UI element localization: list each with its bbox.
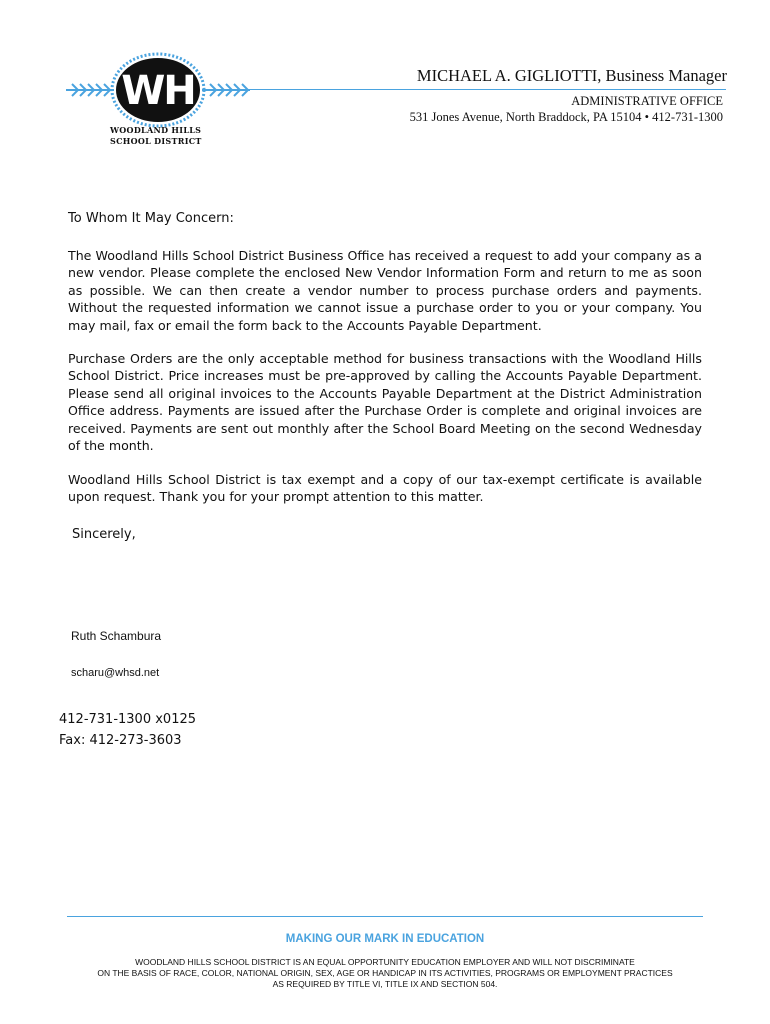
equal-opportunity-statement [0, 957, 770, 990]
header-rule [248, 89, 726, 90]
footer-rule [67, 916, 703, 917]
logo-letters: WH [121, 68, 195, 114]
left-arrow-icon [66, 84, 114, 96]
paragraph-tax-exempt: Woodland Hills School District is tax exempt and a copy of our tax-exempt certificate is available upon request. Thank you for your prompt attention to this matter. [68, 472, 702, 505]
school-name [110, 125, 202, 147]
footer-line2: ON THE BASIS OF RACE, COLOR, NATIONAL ORIGIN, SEX, AGE OR HANDICAP IN ITS ACTIVITIES, PROGRAMS OR EMPLOYMENT PRACTICES [97, 968, 673, 978]
footer-line1: WOODLAND HILLS SCHOOL DISTRICT IS AN EQUAL OPPORTUNITY EDUCATION EMPLOYER AND WILL NOT DISCRIMINATE [135, 957, 635, 967]
school-name-line2: SCHOOL DISTRICT [110, 136, 202, 146]
paragraph-vendor-request: The Woodland Hills School District Business Office has received a request to add your company as a new vendor. Please complete the enclosed New Vendor Information Form and return to me as soon as possible. We can then create a vendor number to process purchase orders and payments. Without the requested information we cannot issue a purchase order to you or your company. You may mail, fax or email the form back to the Accounts Payable Department. [68, 248, 702, 333]
office-address: 531 Jones Avenue, North Braddock, PA 15104 • 412-731-1300 [409, 110, 723, 124]
signer-email: scharu@whsd.net [71, 667, 160, 679]
school-name-line1: WOODLAND HILLS [110, 125, 202, 135]
paragraph-purchase-orders: Purchase Orders are the only acceptable method for business transactions with the Woodland Hills School District. Price increases must be pre-approved by calling the Accounts Payable Department. Please send all original invoices to the Accounts Payable Department at the District Administration Office address. Payments are issued after the Purchase Order is complete and original invoices are received. Payments are sent out monthly after the School Board Meeting on the second Wednesday of the month. [68, 351, 702, 454]
right-arrow-icon [202, 84, 250, 96]
signer-name: Ruth Schambura [71, 629, 162, 643]
signer-fax: Fax: 412-273-3603 [59, 733, 182, 748]
footer-motto: MAKING OUR MARK IN EDUCATION [285, 933, 485, 945]
administrative-office: ADMINISTRATIVE OFFICE [571, 94, 723, 108]
footer-line3: AS REQUIRED BY TITLE VI, TITLE IX AND SECTION 504. [272, 979, 498, 989]
closing: Sincerely, [72, 527, 136, 542]
district-logo [64, 52, 254, 132]
salutation: To Whom It May Concern: [68, 211, 234, 226]
business-manager: MICHAEL A. GIGLIOTTI, Business Manager [416, 66, 727, 85]
signer-phone: 412-731-1300 x0125 [59, 712, 197, 727]
